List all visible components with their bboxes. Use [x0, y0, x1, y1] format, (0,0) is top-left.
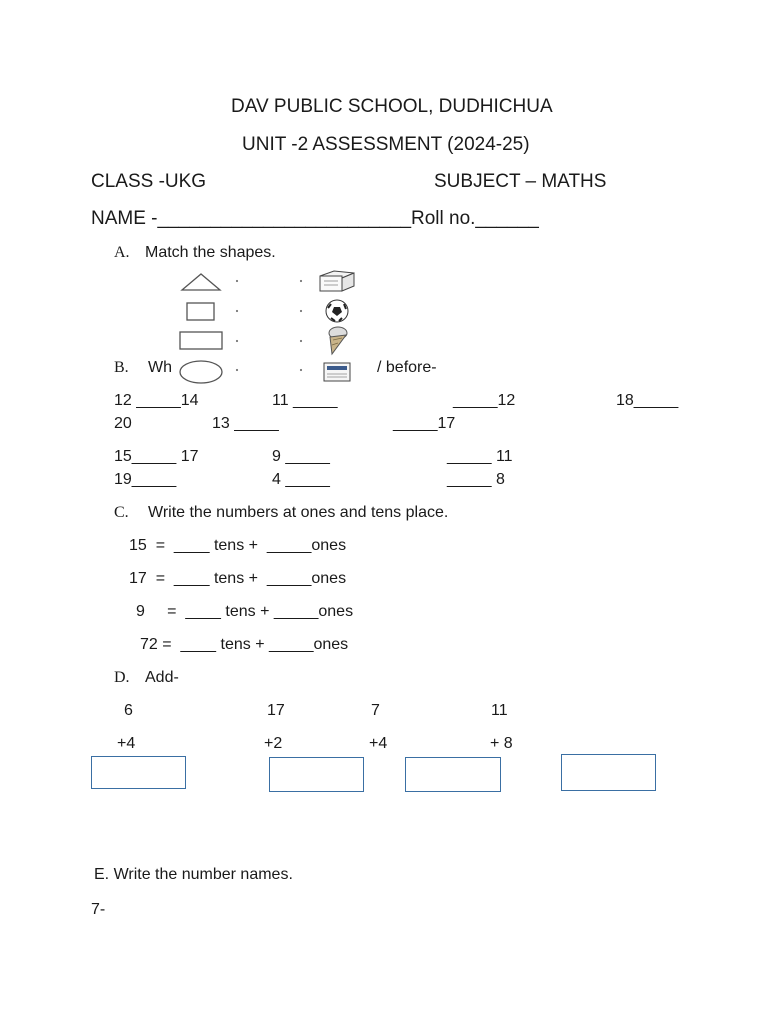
b-item: 11 _____ — [272, 392, 338, 409]
square-icon — [187, 303, 214, 320]
subject-label: SUBJECT – MATHS — [434, 171, 607, 192]
addend-top: 11 — [491, 702, 508, 719]
b-item: _____17 — [393, 415, 456, 432]
b-item: 13 _____ — [212, 415, 279, 432]
section-c-title: Write the numbers at ones and tens place. — [148, 504, 449, 521]
b-item: 20 — [114, 415, 132, 432]
b-item: 9 _____ — [272, 448, 330, 465]
addend-top: 6 — [124, 702, 133, 719]
section-b-letter: B. — [114, 359, 129, 376]
answer-box[interactable] — [91, 756, 186, 789]
section-a-title: Match the shapes. — [145, 244, 276, 261]
addend-top: 17 — [267, 702, 285, 719]
place-value-line: 17 = ____ tens + _____ones — [129, 570, 347, 587]
b-item: 19_____ — [114, 471, 177, 488]
ice-cream-cone-icon — [329, 327, 347, 354]
answer-box[interactable] — [405, 757, 501, 792]
answer-box[interactable] — [561, 754, 656, 791]
section-b-title-end: / before- — [377, 359, 437, 376]
addend-bottom: +4 — [369, 735, 388, 752]
b-item: _____ 8 — [447, 471, 505, 488]
b-item: 15_____ 17 — [114, 448, 199, 465]
section-e-title: E. Write the number names. — [94, 866, 293, 883]
left-dots — [236, 280, 238, 371]
b-item: 18_____ — [616, 392, 679, 409]
number-name-item: 7- — [91, 901, 106, 918]
addend-bottom: +4 — [117, 735, 136, 752]
roll-number-field: Roll no.______ — [411, 208, 539, 229]
answer-box[interactable] — [269, 757, 364, 792]
section-d-title: Add- — [145, 669, 179, 686]
place-value-line: 9 = ____ tens + _____ones — [136, 603, 354, 620]
cube-box-icon — [320, 271, 354, 291]
section-c-letter: C. — [114, 504, 129, 521]
section-d-letter: D. — [114, 669, 130, 686]
match-shapes-image — [174, 266, 374, 388]
addend-bottom: + 8 — [490, 735, 513, 752]
oval-icon — [180, 361, 222, 383]
addend-bottom: +2 — [264, 735, 283, 752]
name-field: NAME -________________________ — [91, 208, 412, 229]
right-dots — [300, 280, 302, 371]
section-a-letter: A. — [114, 244, 130, 261]
class-label: CLASS -UKG — [91, 171, 207, 192]
addend-top: 7 — [371, 702, 380, 719]
place-value-line: 72 = ____ tens + _____ones — [140, 636, 349, 653]
section-b-title-start: Wh — [148, 359, 172, 376]
b-item: 12 _____14 — [114, 392, 199, 409]
triangle-icon — [182, 274, 220, 290]
rectangular-box-icon — [324, 363, 350, 381]
b-item: _____ 11 — [447, 448, 513, 465]
b-item: 4 _____ — [272, 471, 330, 488]
rectangle-icon — [180, 332, 222, 349]
exam-title: UNIT -2 ASSESSMENT (2024-25) — [242, 134, 530, 155]
place-value-line: 15 = ____ tens + _____ones — [129, 537, 347, 554]
school-name: DAV PUBLIC SCHOOL, DUDHICHUA — [231, 96, 553, 117]
football-icon — [326, 300, 348, 322]
b-item: _____12 — [453, 392, 516, 409]
